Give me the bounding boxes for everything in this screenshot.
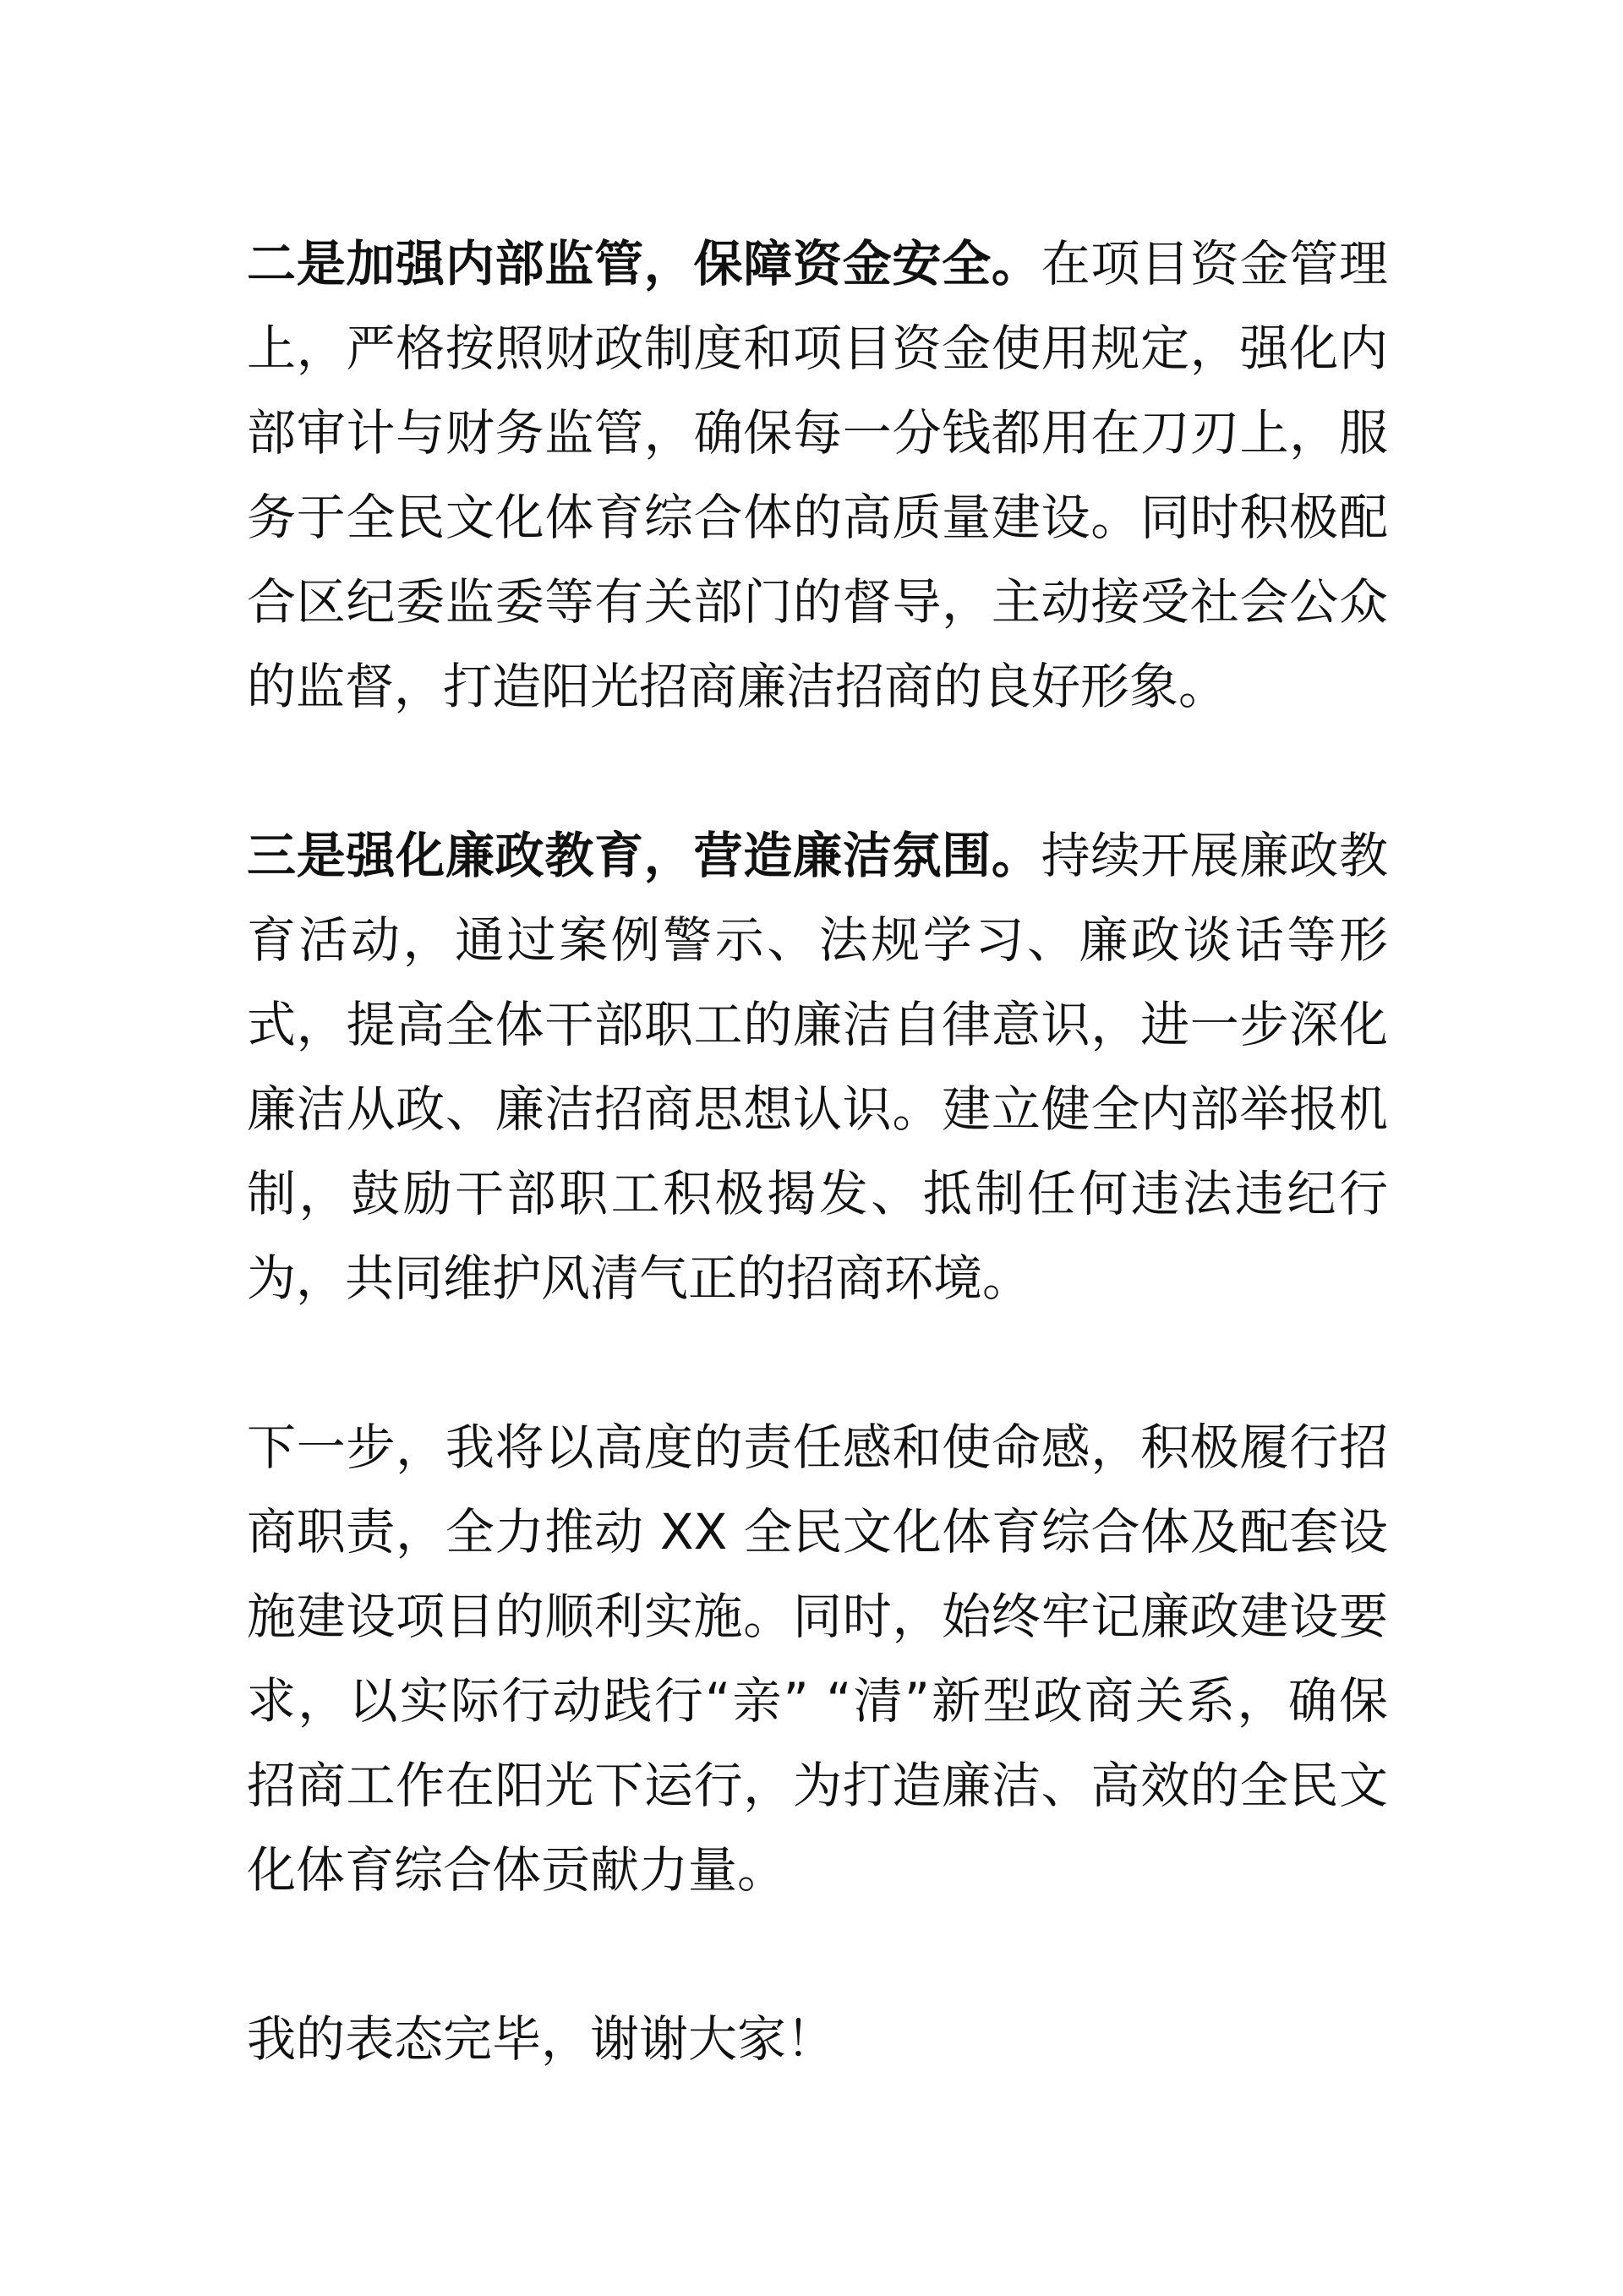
paragraph-lead-heading: 二是加强内部监管，保障资金安全。 [247,235,1041,292]
paragraph-internal-supervision [247,221,1388,729]
paragraph-text: 在项目资金管理上，严格按照财政制度和项目资金使用规定，强化内部审计与财务监管，确保每一分钱都用在刀刃上，服务于全民文化体育综合体的高质量建设。同时积极配合区纪委监委等有关部门的督导，主动接受社会公众的监督，打造阳光招商廉洁招商的良好形象。 [247,235,1388,715]
paragraph-lead-heading: 三是强化廉政教育，营造廉洁氛围。 [247,827,1041,884]
paragraph-text: 下一步，我将以高度的责任感和使命感，积极履行招商职责，全力推动 XX 全民文化体育综合体及配套设施建设项目的顺利实施。同时，始终牢记廉政建设要求，以实际行动践行“亲” “清”新型政商关系，确保招商工作在阳光下运行，为打造廉洁、高效的全民文化体育综合体贡献力量。 [247,1419,1388,1899]
paragraph-text: 我的表态完毕，谢谢大家！ [247,2010,836,2068]
paragraph-next-steps [247,1405,1388,1912]
paragraph-closing [247,1997,1388,2081]
paragraph-text: 持续开展廉政教育活动，通过案例警示、法规学习、廉政谈话等形式，提高全体干部职工的廉洁自律意识，进一步深化廉洁从政、廉洁招商思想认识。建立健全内部举报机制，鼓励干部职工积极揭发、抵制任何违法违纪行为，共同维护风清气正的招商环境。 [247,827,1388,1307]
document-body [247,221,1388,2081]
paragraph-integrity-education [247,813,1388,1320]
